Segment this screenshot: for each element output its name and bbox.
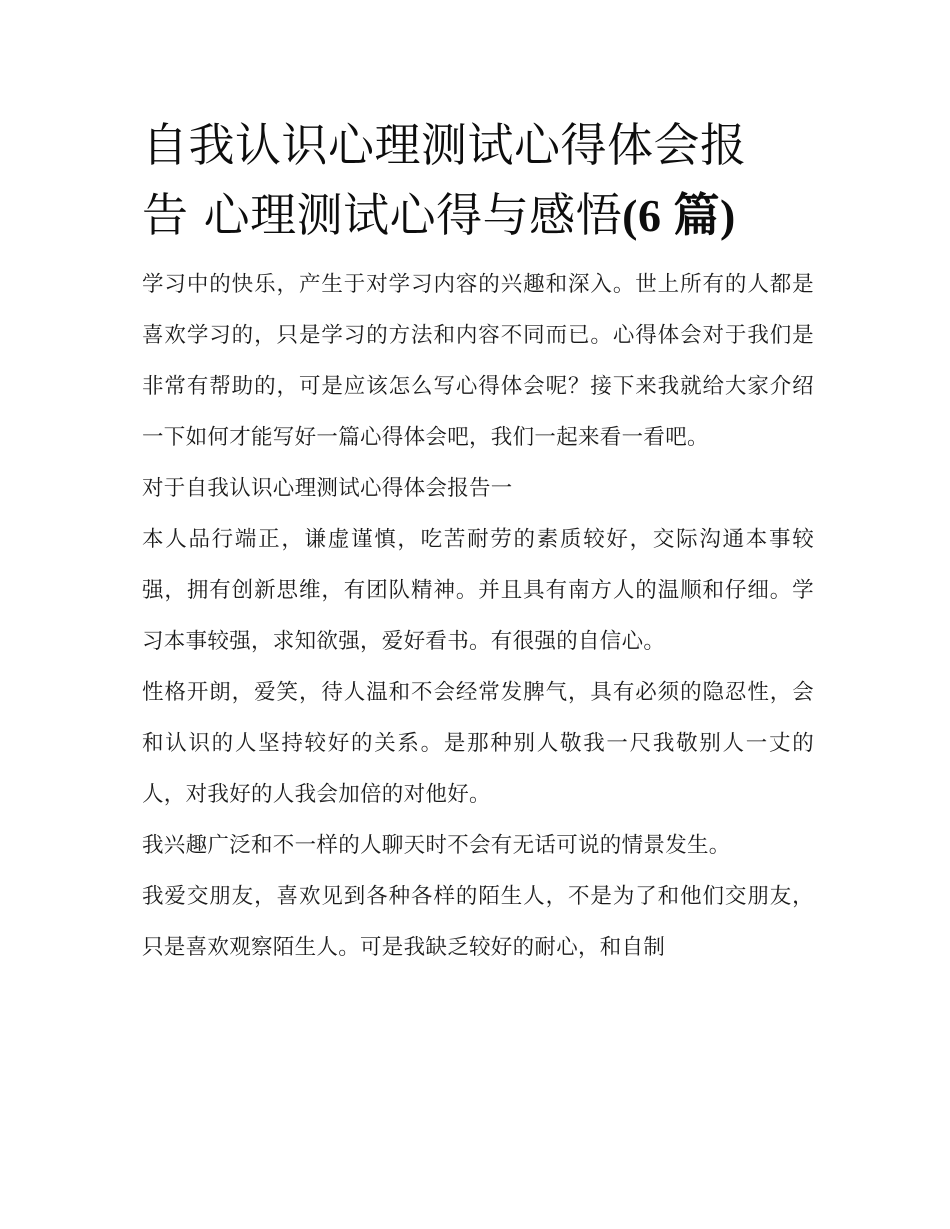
title-count: (6 篇)	[622, 190, 736, 241]
paragraph-character: 本人品行端正，谦虚谨慎，吃苦耐劳的素质较好，交际沟通本事较强，拥有创新思维，有团队精神。并且具有南方人的温顺和仔细。学习本事较强，求知欲强，爱好看书。有很强的自信心。	[142, 527, 814, 654]
section-heading: 对于自我认识心理测试心得体会报告一	[142, 476, 513, 501]
paragraph-intro: 学习中的快乐，产生于对学习内容的兴趣和深入。世上所有的人都是喜欢学习的，只是学习的方法和内容不同而已。心得体会对于我们是非常有帮助的，可是应该怎么写心得体会呢？接下来我就给大家介绍一下如何才能写好一篇心得体会吧，我们一起来看一看吧。	[142, 272, 814, 450]
title-line-2: 告 心理测试心得与感悟	[142, 188, 623, 242]
title-line-1: 自我认识心理测试心得体会报	[142, 118, 747, 172]
paragraph-interests: 我兴趣广泛和不一样的人聊天时不会有无话可说的情景发生。	[142, 833, 731, 858]
paragraph-personality: 性格开朗，爱笑，待人温和不会经常发脾气，具有必须的隐忍性，会和认识的人坚持较好的关系。是那种别人敬我一尺我敬别人一丈的人，对我好的人我会加倍的对他好。	[142, 680, 814, 807]
document-body	[142, 259, 814, 973]
paragraph-friends: 我爱交朋友，喜欢见到各种各样的陌生人，不是为了和他们交朋友，只是喜欢观察陌生人。可是我缺乏较好的耐心，和自制	[142, 884, 814, 960]
document-title	[142, 110, 814, 251]
document-content	[142, 110, 814, 973]
